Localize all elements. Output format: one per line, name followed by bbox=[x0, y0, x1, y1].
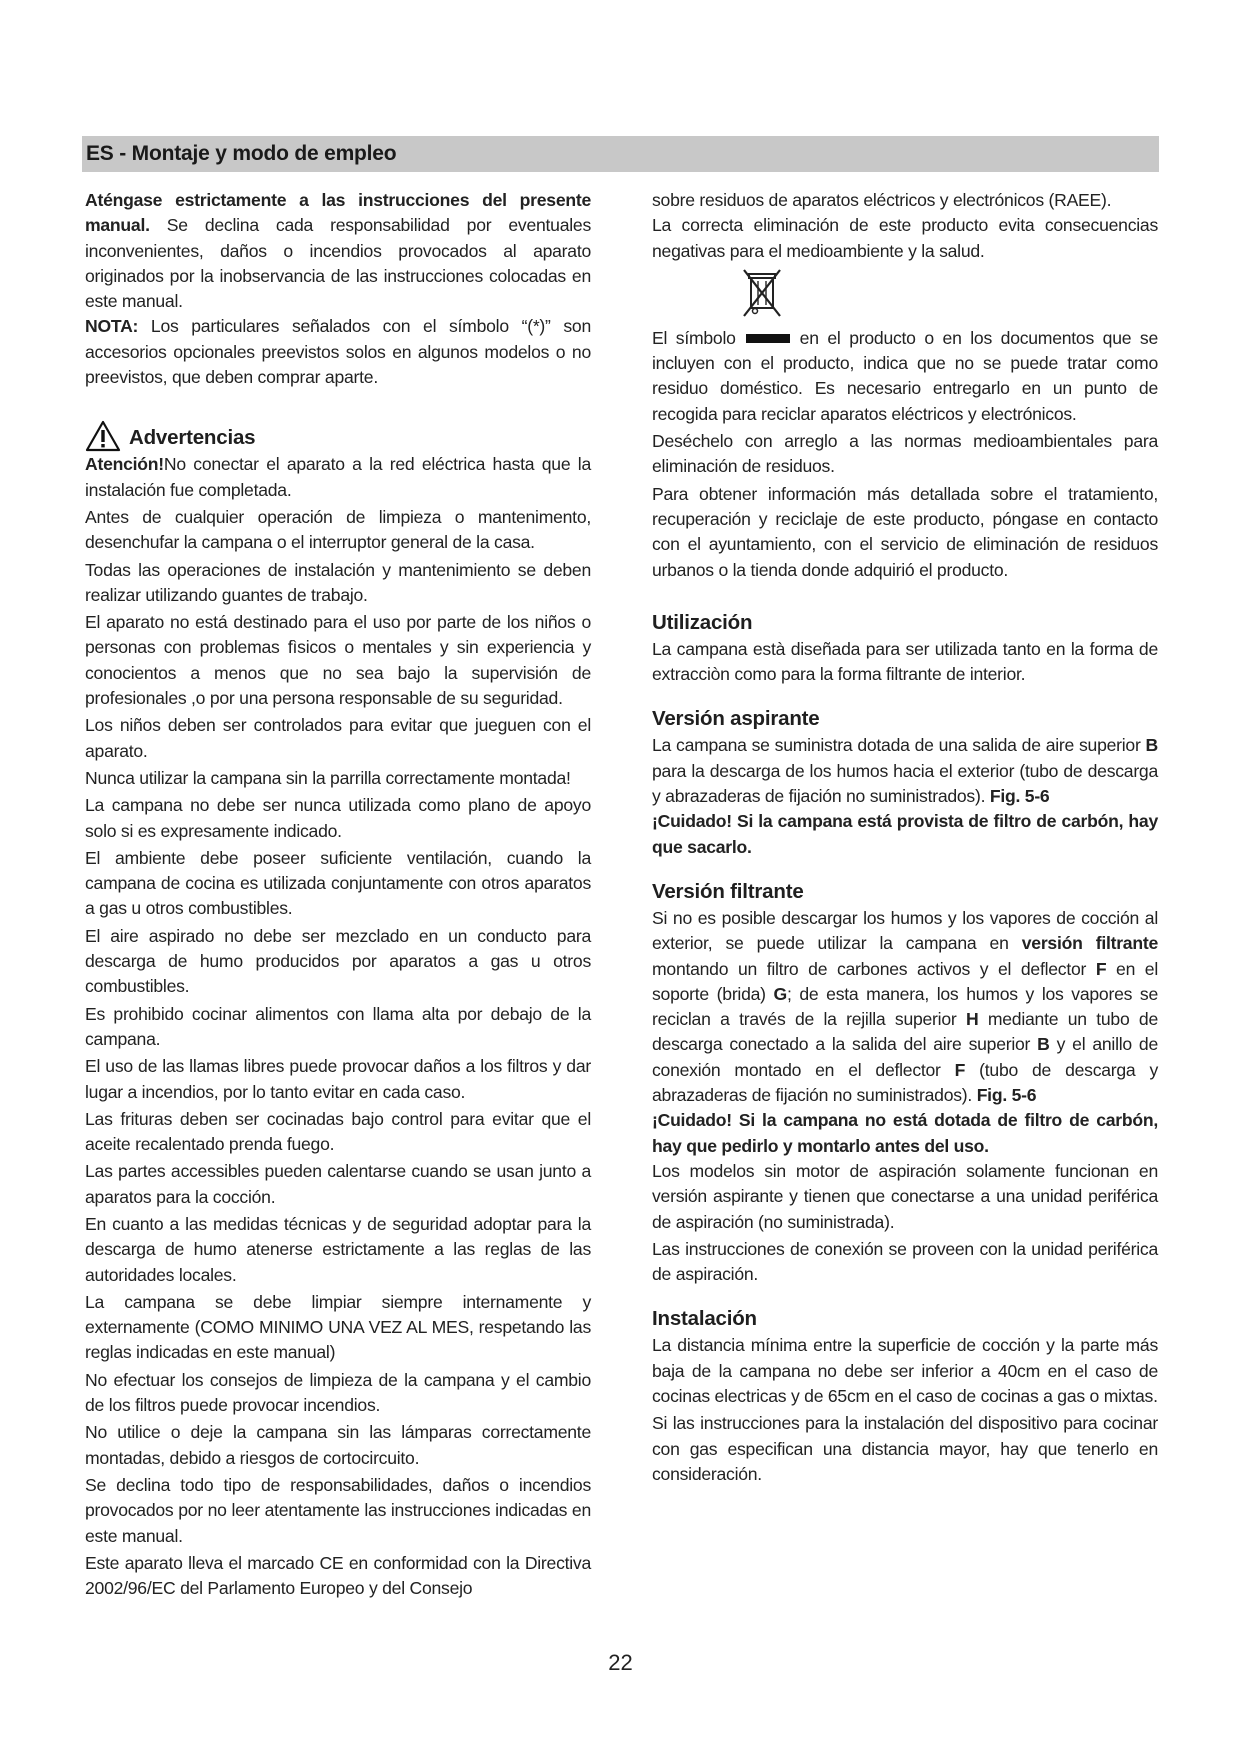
warning-item: La campana no debe ser nunca utilizada como plano de apoyo solo si es expresamente indicado. bbox=[85, 795, 591, 841]
filtrante-title: Versión filtrante bbox=[652, 879, 804, 903]
filtrante-paragraph-2: Los modelos sin motor de aspiración solamente funcionan en versión aspirante y tienen que conectarse a una unidad periférica de aspiración (no suministrada). bbox=[652, 1160, 1158, 1232]
aspirante-title: Versión aspirante bbox=[652, 707, 820, 731]
section-header bbox=[82, 136, 1159, 172]
warning-item: No utilice o deje la campana sin las lámparas correctamente montadas, debido a riesgos de cortocircuito. bbox=[85, 1422, 591, 1468]
filtrante-bold-6: F bbox=[954, 1059, 966, 1080]
warning-item: El uso de las llamas libres puede provocar daños a los filtros y dar lugar a incendios, por lo tanto evitar en cada caso. bbox=[85, 1056, 591, 1102]
filtrante-paragraph-3: Las instrucciones de conexión se proveen con la unidad periférica de aspiración. bbox=[652, 1238, 1158, 1285]
warning-item: En cuanto a las medidas técnicas y de seguridad adoptar para la descarga de humo atenerse estrictamente a las reglas de las autoridades locales. bbox=[85, 1213, 591, 1285]
intro-text: Se declina cada responsabilidad por eventuales inconvenientes, daños o incendios provocados al aparato originados por la inobservancia de las instrucciones colocadas en este manual. bbox=[85, 215, 591, 312]
warnings-title: Advertencias bbox=[129, 426, 256, 450]
instalacion-paragraph-1: La distancia mínima entre la superficie de cocción y la parte más baja de la campana no debe ser inferior a 40cm en el caso de cocinas electricas y de 65cm en el caso de cocinas a gas o mixtas. bbox=[652, 1335, 1158, 1406]
warning-item: El ambiente debe poseer suficiente ventilación, cuando la campana de cocina es utilizada conjuntamente con otros aparatos a gas u otros combustibles. bbox=[85, 847, 591, 919]
nota-paragraph bbox=[85, 314, 591, 390]
warning-item: Es prohibido cocinar alimentos con llama alta por debajo de la campana. bbox=[85, 1003, 591, 1049]
nota-label: NOTA: bbox=[85, 316, 139, 337]
filtrante-cuidado-text: ¡Cuidado! Si la campana no está dotada de filtro de carbón, hay que pedirlo y montarlo antes del uso. bbox=[652, 1110, 1158, 1156]
aspirante-text-2: para la descarga de los humos hacia el exterior (tubo de descarga y abrazaderas de fijación no suministrados). bbox=[652, 760, 1158, 807]
section-title: ES - Montaje y modo de empleo bbox=[86, 142, 397, 165]
raee-paragraph-4: Para obtener información más detallada sobre el tratamiento, recuperación y reciclaje de este producto, póngase en contacto con el ayuntamiento, con el servicio de eliminación de residuos urbanos o la tienda donde adquirió el producto. bbox=[652, 483, 1158, 580]
raee-continued: sobre residuos de aparatos eléctricos y electrónicos (RAEE). bbox=[652, 190, 1112, 210]
simbolo-text-after: en el producto o en los documentos que se incluyen con el producto, indica que no se puede tratar como residuo doméstico. Es necesario entregarlo en un punto de recogida para reciclar aparatos eléctricos y electrónicos. bbox=[652, 327, 1158, 424]
filtrante-cuidado bbox=[652, 1108, 1158, 1159]
filtrante-text-3: en el soporte (brida) bbox=[652, 958, 1158, 1004]
utilizacion-text: La campana està diseñada para ser utilizada tanto en la forma de extracciòn como para la forma filtrante de interior. bbox=[652, 638, 1158, 685]
filtrante-text-2: montando un filtro de carbones activos y el deflector bbox=[652, 958, 1096, 979]
atencion-paragraph bbox=[85, 452, 591, 503]
raee-simbolo-paragraph bbox=[652, 326, 1158, 427]
right-column bbox=[652, 188, 1158, 1487]
raee-paragraph-1: La correcta eliminación de este producto evita consecuencias negativas para el medioambiente y la salud. bbox=[652, 215, 1158, 261]
crossed-out-bin-icon bbox=[742, 268, 782, 320]
intro-bold: Aténgase estrictamente a las instrucciones del presente manual. bbox=[85, 190, 591, 236]
atencion-text: No conectar el aparato a la red eléctrica hasta que la instalación fue completada. bbox=[85, 454, 591, 500]
warning-item: El aparato no está destinado para el uso por parte de los niños o personas con problemas fìsicos o mentales y sin experiencia y conocientos a menos que no sea bajo la supervisión de profesionales ,o por una persona responsable de su seguridad. bbox=[85, 612, 591, 709]
instalacion-paragraph-2: Si las instrucciones para la instalación del dispositivo para cocinar con gas especifican una distancia mayor, hay que tenerlo en consideración. bbox=[652, 1413, 1158, 1484]
warning-item: No efectuar los consejos de limpieza de la campana y el cambio de los filtros puede provocar incendios. bbox=[85, 1369, 591, 1416]
atencion-label: Atención! bbox=[85, 454, 164, 475]
warning-item: Todas las operaciones de instalación y mantenimiento se deben realizar utilizando guantes de trabajo. bbox=[85, 559, 591, 605]
filtrante-text-4: ; de esta manera, los humos y los vapores se reciclan a través de la rejilla superior bbox=[652, 983, 1158, 1030]
intro-paragraph bbox=[85, 188, 591, 314]
warning-item: Nunca utilizar la campana sin la parrilla correctamente montada! bbox=[85, 767, 571, 788]
filtrante-fig-ref: Fig. 5-6 bbox=[976, 1085, 1037, 1106]
simbolo-text-before: El símbolo bbox=[652, 327, 736, 348]
aspirante-bold-b: B bbox=[1145, 735, 1158, 756]
raee-paragraph-3: Deséchelo con arreglo a las normas medioambientales para eliminación de residuos. bbox=[652, 431, 1158, 477]
aspirante-fig-ref: Fig. 5-6 bbox=[989, 786, 1050, 807]
warning-item: Este aparato lleva el marcado CE en conformidad con la Directiva 2002/96/EC del Parlamento Europeo y del Consejo bbox=[85, 1552, 591, 1599]
left-column bbox=[85, 188, 591, 1601]
warning-item: Los niños deben ser controlados para evitar que jueguen con el aparato. bbox=[85, 715, 591, 761]
warning-item: Se declina todo tipo de responsabilidades, daños o incendios provocados por no leer atentamente las instrucciones indicadas en este manual. bbox=[85, 1474, 591, 1546]
filtrante-text-5: mediante un tubo de descarga conectado a la salida del aire superior bbox=[652, 1009, 1159, 1055]
filtrante-bold-1: versión filtrante bbox=[1021, 933, 1158, 954]
filtrante-bold-3: G bbox=[773, 983, 787, 1004]
aspirante-paragraph bbox=[652, 733, 1158, 809]
instalacion-title: Instalación bbox=[652, 1307, 757, 1331]
filtrante-paragraph bbox=[652, 906, 1158, 1108]
weee-symbol-area bbox=[652, 264, 1158, 326]
aspirante-cuidado bbox=[652, 809, 1158, 860]
filtrante-bold-2: F bbox=[1095, 958, 1107, 979]
filtrante-bold-5: B bbox=[1037, 1034, 1050, 1055]
warning-item: Las frituras deben ser cocinadas bajo control para evitar que el aceite recalentado prenda fuego. bbox=[85, 1108, 591, 1155]
nota-text: Los particulares señalados con el símbolo “(*)” son accesorios opcionales preevistos solos en algunos modelos o no preevistos, que deben comprar aparte. bbox=[85, 316, 591, 388]
filtrante-bold-4: H bbox=[965, 1009, 979, 1030]
aspirante-cuidado-text: ¡Cuidado! Si la campana está provista de filtro de carbón, hay que sacarlo. bbox=[652, 811, 1158, 857]
aspirante-text-1: La campana se suministra dotada de una salida de aire superior bbox=[652, 735, 1146, 756]
warning-item: Antes de cualquier operación de limpieza o mantenimento, desenchufar la campana o el interruptor general de la casa. bbox=[85, 506, 591, 553]
utilizacion-title: Utilización bbox=[652, 610, 753, 634]
filtrante-text-7: (tubo de descarga y abrazaderas de fijación no suministrados). bbox=[652, 1059, 1159, 1106]
warning-item: Las partes accessibles pueden calentarse cuando se usan junto a aparatos para la cocción. bbox=[85, 1161, 591, 1207]
weee-bar-symbol bbox=[746, 334, 790, 343]
warning-item: La campana se debe limpiar siempre internamente y externamente (COMO MINIMO UNA VEZ AL MES, respetando las reglas indicadas en este manual) bbox=[85, 1291, 591, 1363]
page-number: 22 bbox=[608, 1650, 633, 1675]
filtrante-text-1: Si no es posible descargar los humos y los vapores de cocción al exterior, se puede utilizar la campana en bbox=[652, 907, 1158, 954]
warning-item: El aire aspirado no debe ser mezclado en un conducto para descarga de humo producidos por aparatos a gas u otros combustibles. bbox=[85, 925, 591, 997]
warning-triangle-icon bbox=[85, 420, 121, 452]
filtrante-text-6: y el anillo de conexión montado en el deflector bbox=[652, 1034, 1158, 1080]
warnings-heading bbox=[85, 416, 591, 452]
